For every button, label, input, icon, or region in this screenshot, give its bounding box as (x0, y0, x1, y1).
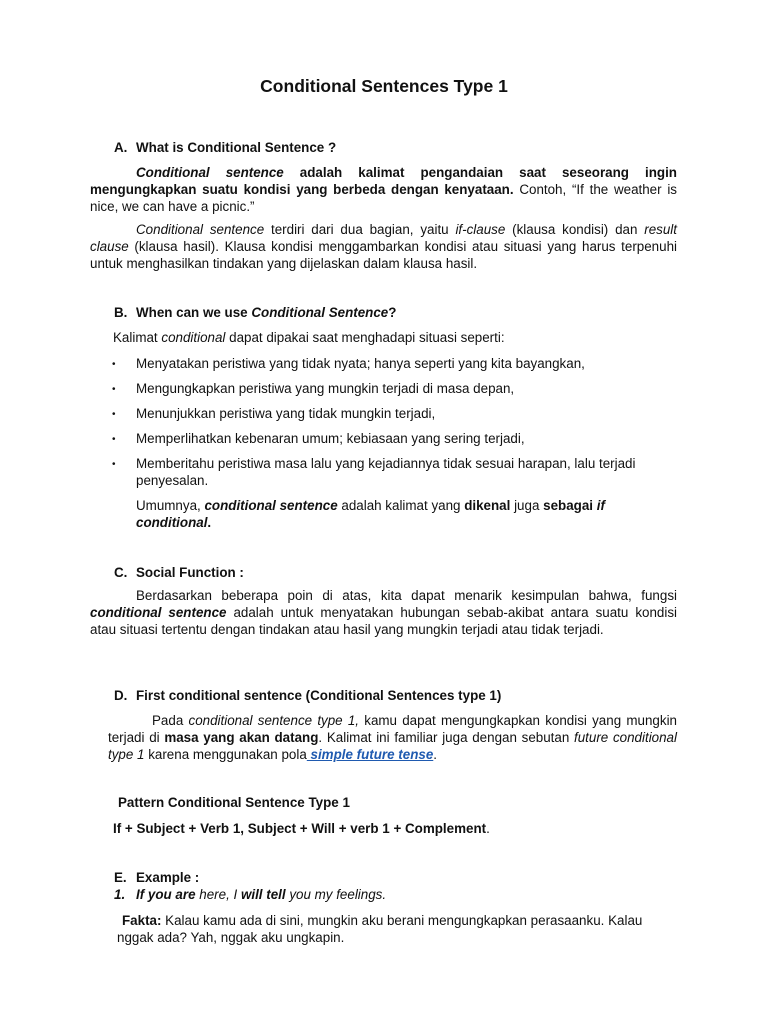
page-title: Conditional Sentences Type 1 (260, 76, 508, 96)
example-number: 1. (114, 887, 126, 902)
d-text-5: . (433, 747, 438, 762)
bullet-icon: • (112, 359, 116, 370)
bullet-icon: • (112, 434, 116, 445)
p2-text-2: (klausa kondisi) dan (505, 222, 645, 237)
simple-future-tense-link[interactable]: simple future tense (306, 747, 434, 762)
summary-bold-1: dikenal (464, 498, 511, 513)
list-item: Memberitahu peristiwa masa lalu yang kejadiannya tidak sesuai harapan, lalu terjadi penyesalan. (136, 456, 636, 488)
fakta-paragraph (117, 912, 657, 946)
summary-text-3: juga (510, 498, 544, 513)
example-1 (114, 886, 386, 903)
d-text-1: Pada (152, 713, 189, 728)
d-text-3: . Kalimat ini familiar juga dengan sebutan (318, 730, 574, 745)
example-text-1: here, I (195, 887, 241, 902)
d-term-1: conditional sentence type 1, (188, 713, 360, 728)
section-a-paragraph-1 (90, 164, 677, 215)
intro-text-2: dapat dipakai saat menghadapi situasi seperti: (225, 330, 505, 345)
list-item: Memperlihatkan kebenaran umum; kebiasaan yang sering terjadi, (136, 431, 525, 446)
section-b-heading (114, 304, 396, 321)
summary-term-1: conditional sentence (204, 498, 338, 513)
c-text-1: Berdasarkan beberapa poin di atas, kita dapat menarik kesimpulan bahwa, fungsi (136, 588, 677, 603)
pattern-text: If + Subject + Verb 1, Subject + Will + verb 1 + Complement (113, 821, 487, 836)
d-text-2: kamu dapat mengungkapkan kondisi yang mungkin terjadi di (108, 713, 677, 745)
section-d-letter: D. (114, 688, 128, 703)
section-d-paragraph (108, 712, 677, 763)
example-text-2: you my feelings. (285, 887, 387, 902)
example-bold-1: If you are (136, 887, 196, 902)
pattern-end: . (486, 821, 490, 836)
section-d-heading (114, 687, 501, 704)
d-term-2: future conditional type 1 (108, 730, 677, 762)
section-e-letter: E. (114, 870, 127, 885)
d-bold-1: masa yang akan datang (164, 730, 319, 745)
term-if-clause: if-clause (455, 222, 506, 237)
section-d-title: First conditional sentence (Conditional Sentences type 1) (136, 688, 502, 703)
summary-text-2: adalah kalimat yang (337, 498, 465, 513)
example-text: Contoh, “If the weather is nice, we can have a picnic.” (90, 182, 677, 214)
c-text-2: adalah untuk menyatakan hubungan sebab-akibat antara suatu kondisi atau situasi tertentu dengan tindakan atau hasil yang mungkin terjadi atau tidak terjadi. (90, 605, 678, 637)
d-text-4: karena menggunakan pola (144, 747, 307, 762)
section-c-title: Social Function : (136, 565, 244, 580)
intro-text-1: Kalimat (113, 330, 162, 345)
definition-text: adalah kalimat pengandaian saat seseorang ingin mengungkapkan suatu kondisi yang berbeda dengan kenyataan. (90, 165, 677, 197)
section-c-letter: C. (114, 565, 128, 580)
p2-text-3: (klausa hasil). Klausa kondisi menggambarkan kondisi atau situasi yang harus terpenuhi untuk menghasilkan tindakan yang dijelaskan dalam klausa hasil. (90, 239, 677, 271)
section-c-heading (114, 564, 244, 581)
summary-term-2: if conditional (136, 498, 605, 530)
section-c-paragraph (90, 587, 677, 638)
bullet-icon: • (112, 459, 116, 470)
list-item: Menunjukkan peristiwa yang tidak mungkin terjadi, (136, 406, 436, 421)
section-a-title: What is Conditional Sentence ? (136, 140, 337, 155)
section-b-intro (113, 329, 693, 346)
section-b-title-pre: When can we use (136, 305, 252, 320)
summary-text-5: . (207, 515, 212, 530)
list-item: Menyatakan peristiwa yang tidak nyata; hanya seperti yang kita bayangkan, (136, 356, 585, 371)
section-b-title-post: ? (388, 305, 397, 320)
bullet-icon: • (112, 384, 116, 395)
list-item: Mengungkapkan peristiwa yang mungkin terjadi di masa depan, (136, 381, 515, 396)
section-a-paragraph-2 (90, 221, 677, 272)
intro-term: conditional (161, 330, 226, 345)
example-bold-2: will tell (240, 887, 286, 902)
term-result-clause: result clause (90, 222, 677, 254)
p2-text-1: terdiri dari dua bagian, yaitu (264, 222, 456, 237)
section-e-heading (114, 869, 199, 886)
section-b-letter: B. (114, 305, 128, 320)
summary-text-1: Umumnya, (136, 498, 205, 513)
section-e-title: Example : (136, 870, 200, 885)
fakta-text: Kalau kamu ada di sini, mungkin aku berani mengungkapkan perasaanku. Kalau nggak ada? Yah, nggak aku ungkapin. (117, 913, 643, 945)
section-b-title-em: Conditional Sentence (251, 305, 389, 320)
section-a-heading (114, 139, 336, 156)
bullet-icon: • (112, 409, 116, 420)
pattern-formula (113, 820, 490, 837)
summary-bold-2: sebagai (543, 498, 593, 513)
term-conditional-sentence: Conditional sentence (136, 165, 284, 180)
pattern-heading: Pattern Conditional Sentence Type 1 (118, 795, 350, 810)
section-b-summary (136, 497, 676, 531)
c-term: conditional sentence (90, 605, 227, 620)
fakta-label: Fakta: (122, 913, 162, 928)
section-a-letter: A. (114, 140, 128, 155)
term-conditional-sentence-2: Conditional sentence (136, 222, 265, 237)
